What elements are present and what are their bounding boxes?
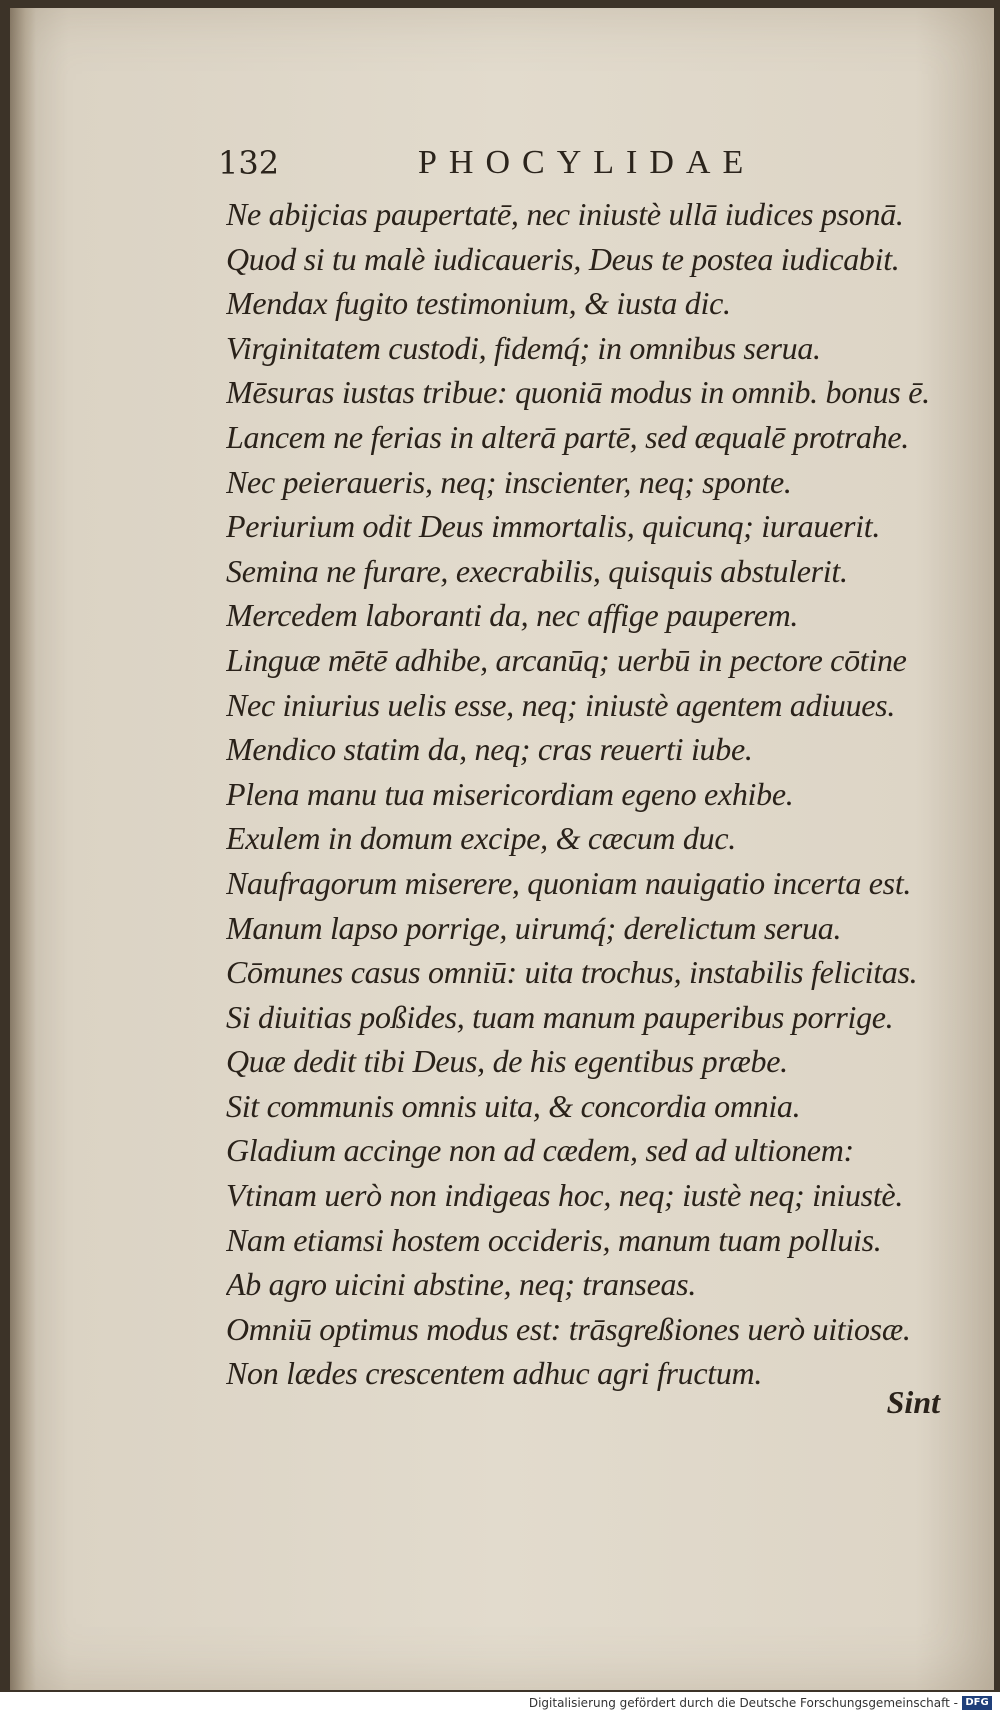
dfg-logo: DFG [962, 1696, 992, 1710]
verse-line: Naufragorum miserere, quoniam nauigatio incerta est. [226, 864, 912, 901]
verse-line: Plena manu tua misericordiam egeno exhibe. [226, 775, 794, 812]
verse-line: Vtinam uerò non indigeas hoc, neq; iustè neq; iniustè. [226, 1177, 904, 1214]
page-number: 132 [218, 144, 280, 182]
verse-line: Gladium accinge non ad cædem, sed ad ultionem: [226, 1132, 854, 1169]
verse-line: Lancem ne ferias in alterā partē, sed æqualē protrahe. [226, 418, 909, 455]
verse-line: Nec iniurius uelis esse, neq; iniustè agentem adiuues. [226, 686, 896, 723]
verse-line: Periurium odit Deus immortalis, quicunq; iurauerit. [226, 508, 881, 545]
funding-credit: Digitalisierung gefördert durch die Deutsche Forschungsgemeinschaft - [528, 1696, 958, 1710]
verse-line: Nam etiamsi hostem occideris, manum tuam polluis. [226, 1221, 882, 1258]
footer-bar [0, 1692, 1000, 1716]
page-header [218, 140, 938, 190]
verse-line: Manum lapso porrige, uirumq́; derelictum serua. [226, 909, 842, 946]
verse-block [226, 192, 966, 1396]
verse-line: Omniū optimus modus est: trāsgreßiones uerò uitiosæ. [226, 1310, 911, 1347]
verse-line: Ab agro uicini abstine, neq; transeas. [226, 1266, 697, 1303]
gutter-shadow [10, 8, 36, 1690]
running-head: PHOCYLIDAE [418, 144, 756, 181]
verse-line: Mēsuras iustas tribue: quoniā modus in omnib. bonus ē. [226, 374, 930, 411]
verse-line: Non lædes crescentem adhuc agri fructum. [226, 1355, 763, 1392]
verse-line: Mendico statim da, neq; cras reuerti iube. [226, 731, 753, 768]
verse-line: Quod si tu malè iudicaueris, Deus te postea iudicabit. [226, 240, 900, 277]
verse-line: Exulem in domum excipe, & cæcum duc. [226, 820, 736, 857]
verse-line: Nec peieraueris, neq; inscienter, neq; sponte. [226, 463, 792, 500]
verse-line: Ne abijcias paupertatē, nec iniustè ullā iudices psonā. [226, 196, 904, 232]
verse-line: Semina ne furare, execrabilis, quisquis abstulerit. [226, 552, 848, 589]
verse-line: Linguæ mētē adhibe, arcanūq; uerbū in pectore cōtine [226, 641, 907, 678]
verse-line: Virginitatem custodi, fidemq́; in omnibus serua. [226, 329, 821, 366]
verse-line: Mendax fugito testimonium, & iusta dic. [226, 285, 731, 322]
verse-line: Quæ dedit tibi Deus, de his egentibus præbe. [226, 1043, 788, 1080]
catchword: Sint [886, 1384, 940, 1420]
verse-line: Si diuitias poßides, tuam manum pauperibus porrige. [226, 998, 894, 1035]
verse-line: Cōmunes casus omniū: uita trochus, instabilis felicitas. [226, 954, 918, 991]
verse-line: Mercedem laboranti da, nec affige pauperem. [226, 597, 799, 634]
verse-line: Sit communis omnis uita, & concordia omnia. [226, 1087, 801, 1124]
